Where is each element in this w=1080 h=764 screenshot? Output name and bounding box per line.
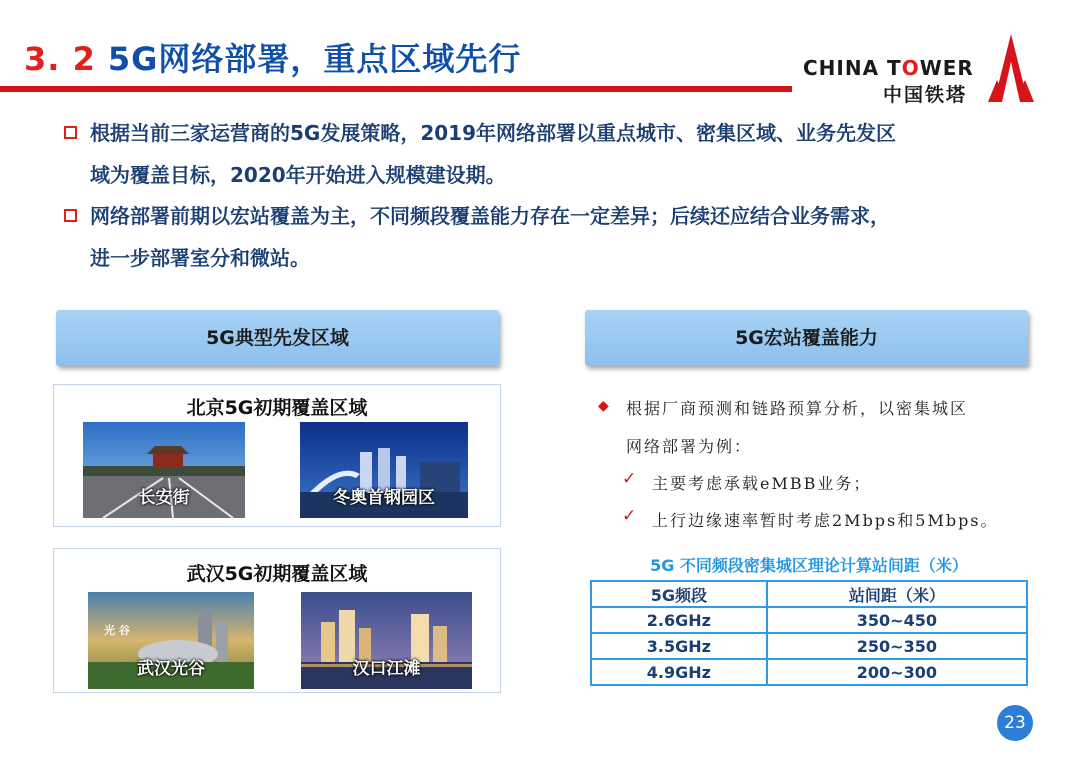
table-row — [591, 659, 1027, 685]
cell-band: 4.9GHz — [591, 659, 767, 685]
bullet-2-line-1: 网络部署前期以宏站覆盖为主，不同频段覆盖能力存在一定差异；后续还应结合业务需求， — [90, 204, 890, 228]
region-panel-beijing — [53, 384, 501, 527]
bullet-1-line-2: 域为覆盖目标，2020年开始进入规模建设期。 — [90, 163, 506, 187]
intro-line-2: 网络部署为例： — [626, 437, 753, 456]
photo-changan-street — [83, 422, 245, 518]
logo-english: CHINA TOWER — [803, 56, 974, 80]
bullet-square-icon — [64, 126, 77, 139]
region-panel-wuhan — [53, 548, 501, 693]
diamond-bullet-icon: ◆ — [598, 398, 609, 414]
panel-title: 北京5G初期覆盖区域 — [186, 397, 368, 419]
section-number: 3. 2 — [24, 40, 96, 78]
table-row — [591, 607, 1027, 633]
cell-spacing: 200~300 — [767, 659, 1027, 685]
photo-caption: 冬奥首钢园区 — [333, 488, 435, 508]
photo-caption: 长安街 — [138, 488, 190, 508]
photo-caption: 武汉光谷 — [137, 659, 205, 679]
svg-text:光 谷: 光 谷 — [104, 624, 130, 637]
china-tower-logo-icon — [986, 32, 1036, 104]
bullet-2-line-2: 进一步部署室分和微站。 — [90, 246, 310, 270]
check-item-1: 主要考虑承载eMBB业务； — [652, 474, 872, 493]
logo-chinese: 中国铁塔 — [883, 84, 968, 106]
section-header-left: 5G典型先发区域 — [56, 310, 499, 366]
cell-spacing: 350~450 — [767, 607, 1027, 633]
photo-hankou-riverside — [301, 592, 472, 689]
column-header-band: 5G频段 — [591, 581, 767, 607]
photo-winter-olympics-shougang — [300, 422, 468, 518]
photo-wuhan-optics-valley — [88, 592, 254, 689]
page-number-badge: 23 — [997, 705, 1033, 741]
check-item-2: 上行边缘速率暂时考虑2Mbps和5Mbps。 — [652, 511, 999, 530]
column-header-spacing: 站间距（米） — [767, 581, 1027, 607]
title-underline — [0, 86, 792, 92]
cell-spacing: 250~350 — [767, 633, 1027, 659]
site-spacing-table — [590, 580, 1028, 686]
table-caption: 5G 不同频段密集城区理论计算站间距（米） — [650, 556, 968, 575]
cell-band: 2.6GHz — [591, 607, 767, 633]
bullet-square-icon — [64, 209, 77, 222]
panel-title: 武汉5G初期覆盖区域 — [186, 563, 368, 585]
table-row — [591, 633, 1027, 659]
bullet-1-line-1: 根据当前三家运营商的5G发展策略，2019年网络部署以重点城市、密集区域、业务先发区 — [90, 121, 896, 145]
page-title — [24, 34, 521, 80]
cell-band: 3.5GHz — [591, 633, 767, 659]
check-mark-icon: ✓ — [622, 506, 637, 526]
title-text: 5G网络部署，重点区域先行 — [107, 40, 522, 78]
check-mark-icon: ✓ — [622, 469, 637, 489]
section-header-right: 5G宏站覆盖能力 — [585, 310, 1028, 366]
photo-caption: 汉口江滩 — [352, 659, 421, 679]
table-header-row — [591, 581, 1027, 607]
intro-line-1: 根据厂商预测和链路预算分析，以密集城区 — [626, 399, 969, 418]
